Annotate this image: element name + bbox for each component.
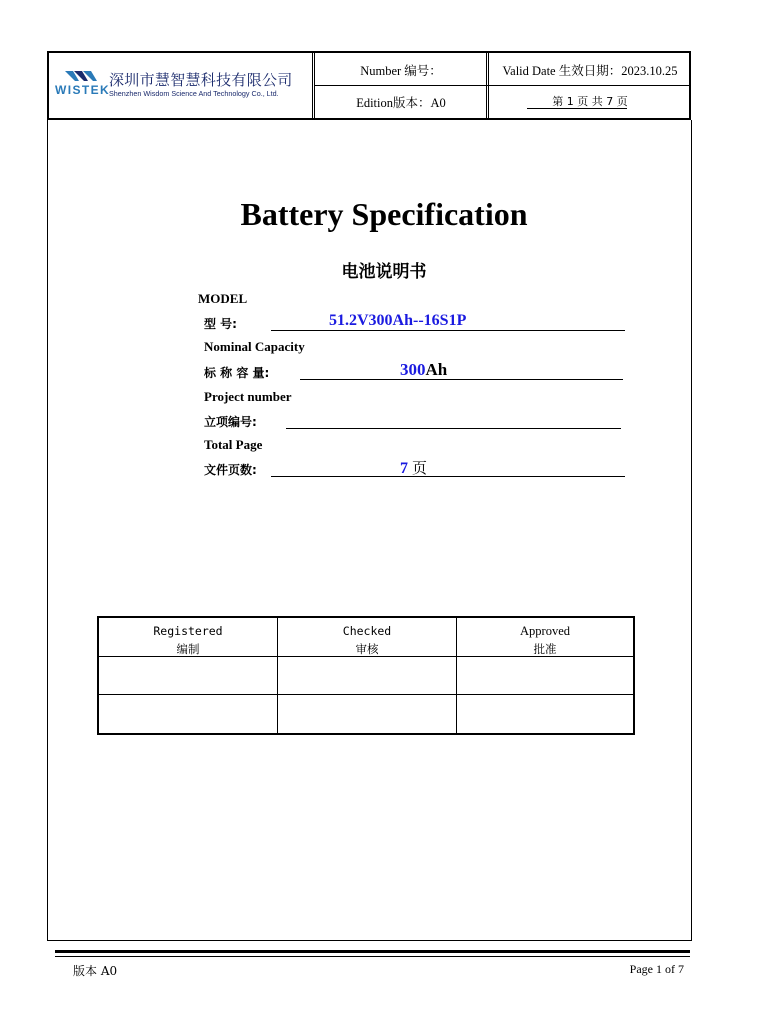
approved-header-zh: 批准	[533, 642, 557, 656]
registered-header	[99, 622, 277, 658]
total-page-label-zh: 文件页数:	[204, 463, 257, 477]
header-frame	[47, 51, 691, 120]
valid-date: Valid Date 生效日期：2023.10.25	[502, 64, 678, 78]
footer-page-number: Page 1 of 7	[629, 962, 684, 976]
checked-header-zh: 审核	[355, 642, 379, 656]
checked-header	[278, 622, 456, 658]
company-name-en: Shenzhen Wisdom Science And Technology Co., Ltd.	[109, 89, 279, 98]
registered-date-cell[interactable]	[99, 695, 277, 733]
checked-header-en: Checked	[342, 624, 392, 638]
total-page-unit: 页	[412, 459, 428, 477]
company-logo	[53, 65, 311, 105]
project-number-underline	[286, 428, 621, 429]
footer-version: 版本 A0	[73, 964, 118, 978]
model-label-zh: 型 号:	[204, 317, 237, 331]
model-label-en: MODEL	[198, 291, 248, 306]
checked-date-cell[interactable]	[278, 695, 456, 733]
registered-header-en: Registered	[153, 624, 223, 638]
approved-header-en: Approved	[520, 624, 570, 638]
footer-rule-thick	[55, 950, 690, 953]
capacity-underline	[300, 379, 623, 380]
brand-name: WISTEK	[55, 83, 111, 97]
page-info-underline	[527, 108, 627, 109]
footer-rule-thin	[55, 956, 690, 957]
approved-header	[457, 622, 633, 658]
approval-table	[97, 616, 635, 735]
document-title: Battery Specification	[240, 196, 528, 232]
page-body-frame	[47, 120, 692, 941]
total-page-label-en: Total Page	[204, 437, 263, 452]
capacity-label-zh: 标 称 容 量:	[204, 366, 270, 380]
capacity-value	[400, 360, 447, 380]
model-value: 51.2V300Ah--16S1P	[329, 312, 467, 329]
capacity-label-en: Nominal Capacity	[204, 339, 305, 354]
total-page-underline	[271, 476, 625, 477]
approved-signature-cell[interactable]	[457, 657, 633, 694]
document-number-label: Number 编号：	[360, 64, 442, 78]
total-page-number: 7	[400, 460, 408, 477]
project-number-label-zh: 立项编号:	[204, 415, 257, 429]
registered-header-zh: 编制	[176, 642, 200, 656]
document-subtitle: 电池说明书	[341, 262, 427, 282]
project-number-label-en: Project number	[204, 389, 292, 404]
header-row-divider	[314, 85, 689, 86]
total-page-value	[400, 457, 427, 478]
approved-date-cell[interactable]	[457, 695, 633, 733]
model-underline	[271, 330, 625, 331]
checked-signature-cell[interactable]	[278, 657, 456, 694]
page-info: 第 1 页 共 7 页	[552, 95, 628, 108]
edition: Edition版本：A0	[356, 96, 446, 110]
capacity-value-number: 300	[400, 360, 426, 379]
registered-signature-cell[interactable]	[99, 657, 277, 694]
company-name-zh: 深圳市慧智慧科技有限公司	[109, 71, 293, 89]
capacity-value-unit: Ah	[425, 360, 448, 379]
